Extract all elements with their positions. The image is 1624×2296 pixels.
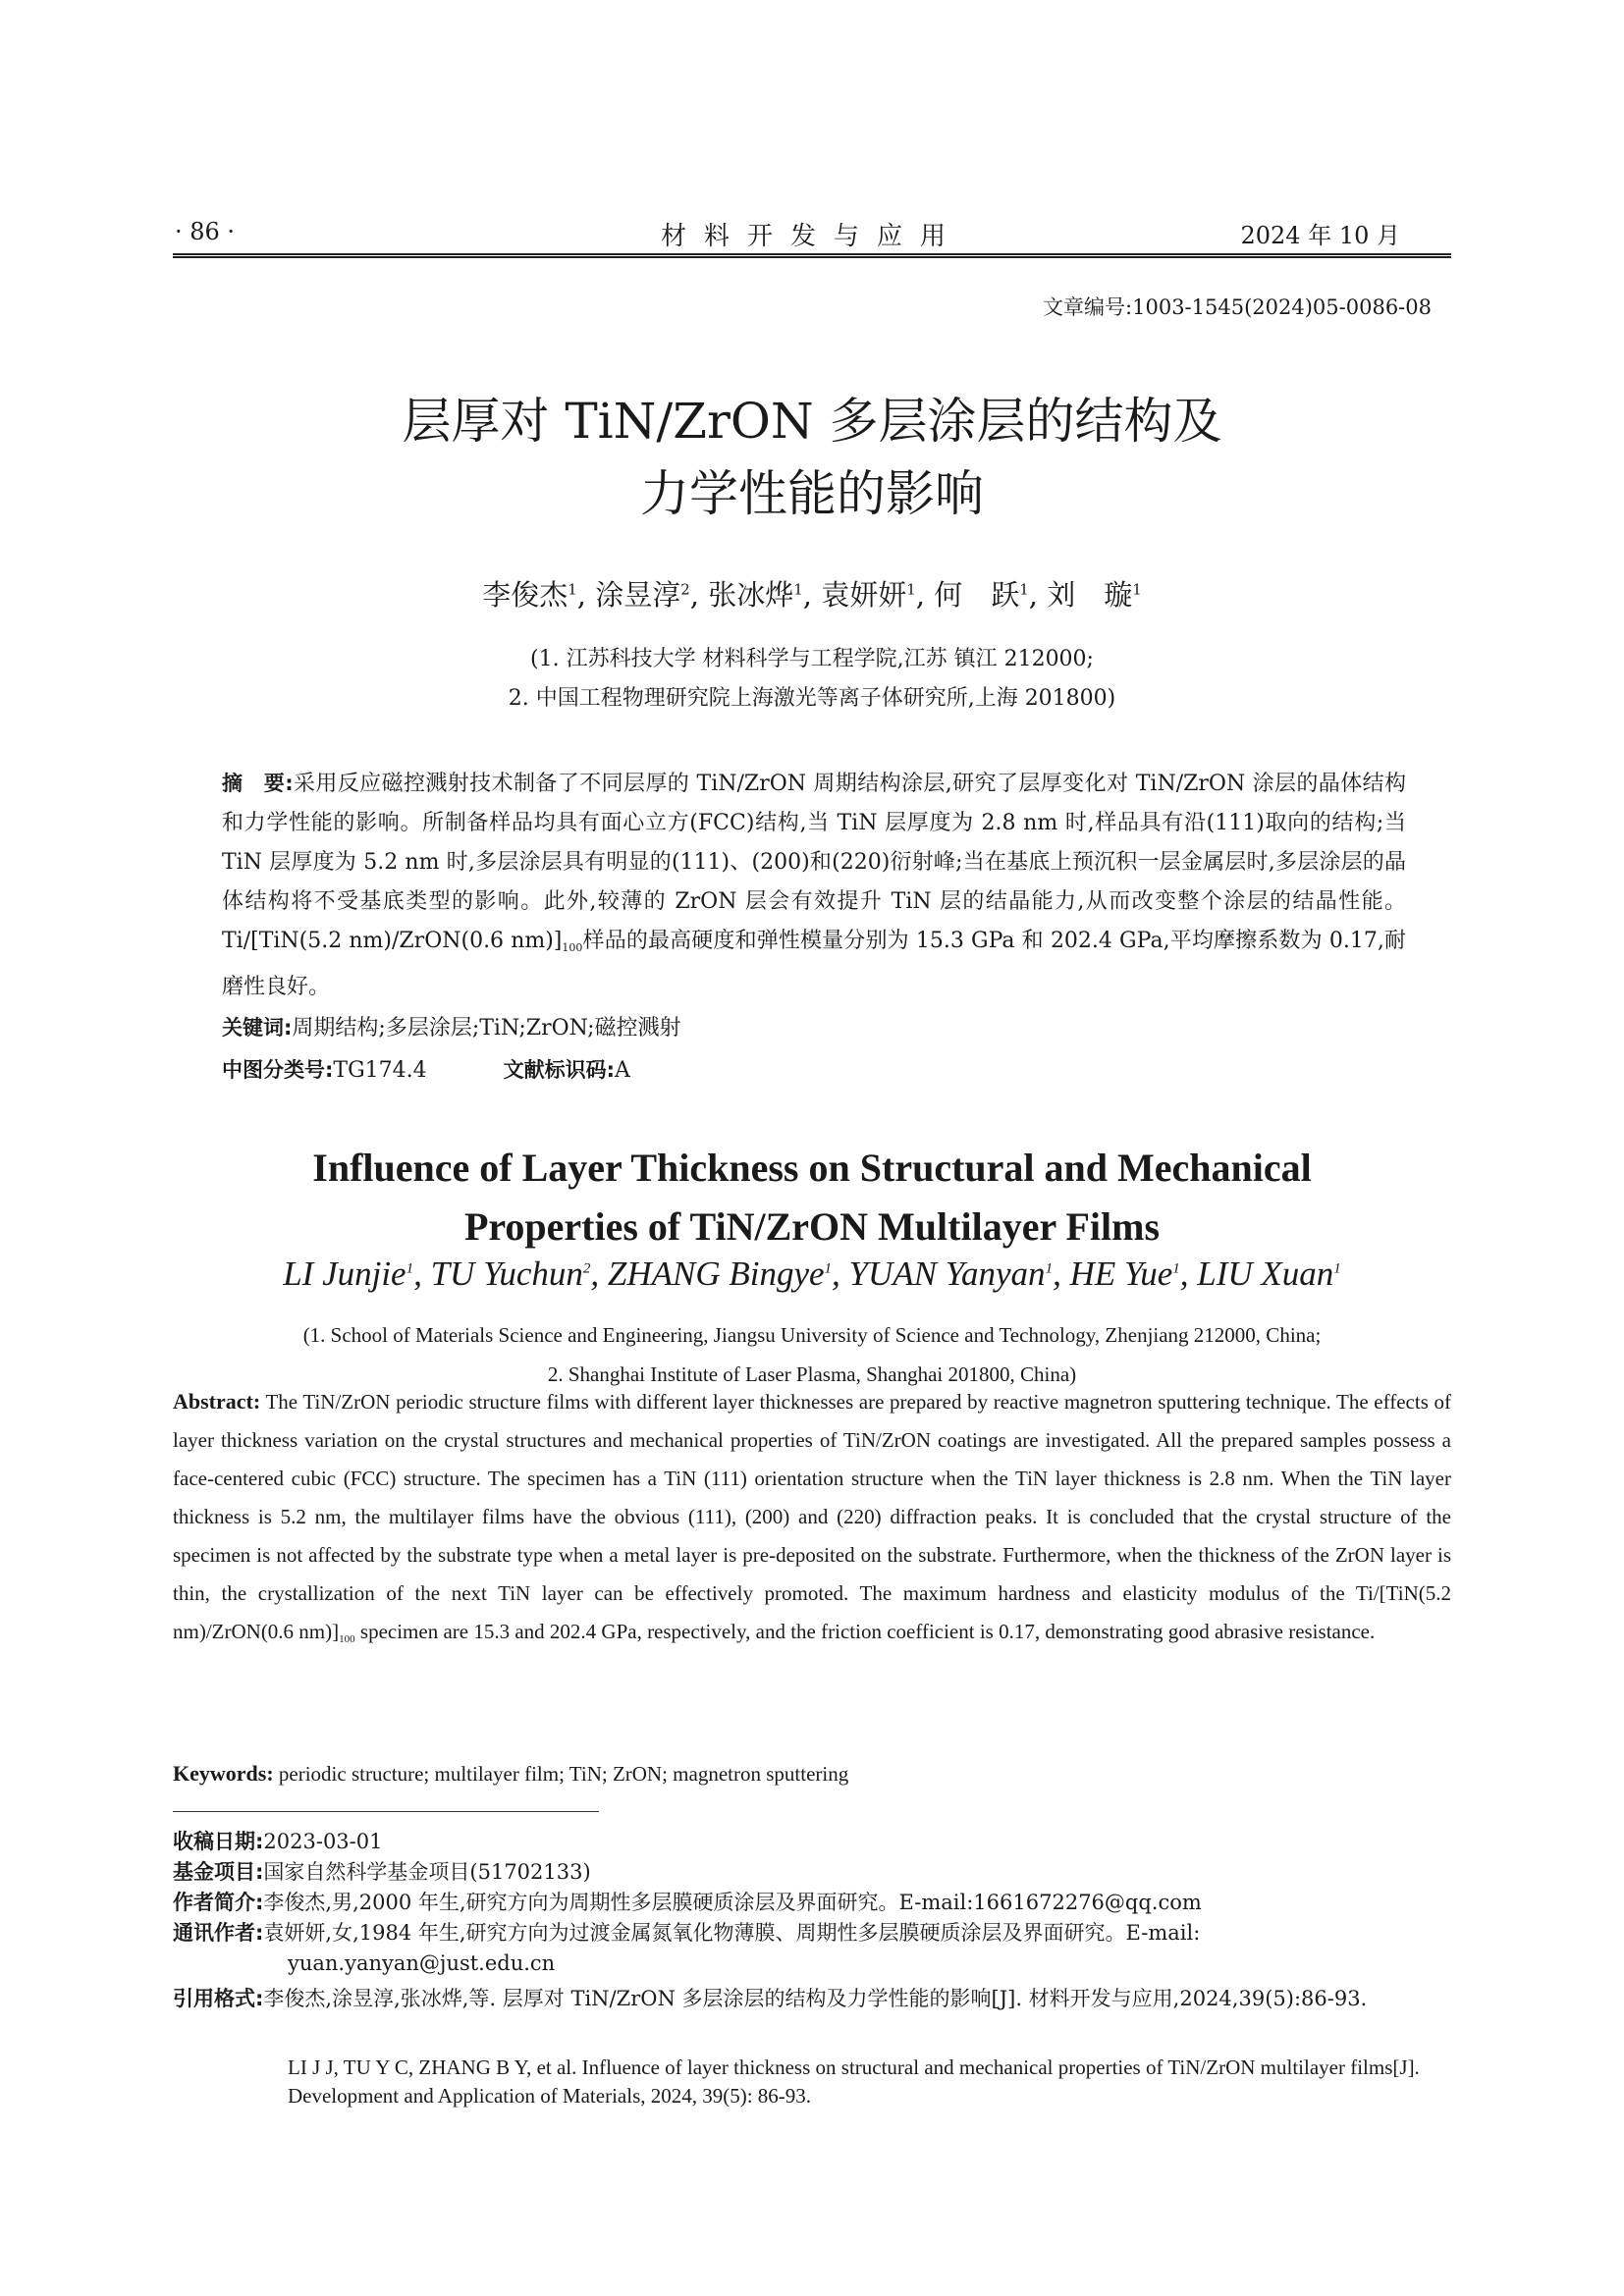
cn-abstract-text-1: 采用反应磁控溅射技术制备了不同层厚的 TiN/ZrON 周期结构涂层,研究了层厚变化对 TiN/ZrON 涂层的晶体结构和力学性能的影响。所制备样品均具有面心立方(FCC)结构,当 TiN 层厚度为 2.8 nm 时,样品具有沿(111)取向的结构;当 TiN 层厚度为 5.2 nm 时,多层涂层具有明显的(111)、(200)和(220)衍射峰;当在基底上预沉积一层金属层时,多层涂层的晶体结构将不受基底类型的影响。此外,较薄的 ZrON 层会有效提升 TiN 层的结晶能力,从而改变整个涂层的结晶性能。Ti/[TiN(5.2 nm)/ZrON(0.6 nm)] [222,772,1406,953]
issue-date: 2024 年 10 月 [1240,222,1400,249]
footnote-corresponding [173,1919,1451,1948]
en-keywords-text: periodic structure; multilayer film; TiN; ZrON; magnetron sputtering [278,1762,849,1786]
cn-title-line2: 力学性能的影响 [640,465,984,522]
cn-author-aff: 1 [568,580,577,599]
cn-title [0,385,1624,530]
cn-author-aff: 1 [906,580,916,599]
cn-abstract-text-2: 样品的最高硬度和弹性模量分别为 15.3 GPa 和 202.4 GPa,平均摩擦系数为 0.17,耐磨性良好。 [222,929,1406,999]
fund-label: 基金项目: [173,1860,264,1884]
en-author: LI Junjie [283,1255,406,1293]
cn-affiliations [0,640,1624,719]
doc-code-label: 文献标识码: [503,1058,616,1082]
cn-author-aff: 1 [1019,580,1029,599]
en-author: HE Yue [1069,1255,1173,1293]
en-keywords-label: Keywords: [173,1761,274,1786]
cn-keywords-text: 周期结构;多层涂层;TiN;ZrON;磁控溅射 [292,1016,681,1041]
en-title [0,1139,1624,1256]
clc-label: 中图分类号: [222,1058,334,1082]
citation-label: 引用格式: [173,1987,264,2010]
doc-code-value: A [615,1058,630,1083]
en-affiliation-1: (1. School of Materials Science and Engineering, Jiangsu University of Science and Technology, Zhenjiang 212000, China; [302,1323,1322,1347]
footnote-rule [173,1811,599,1812]
en-author-aff: 1 [1172,1260,1180,1277]
cn-author: 刘 璇 [1047,578,1133,612]
cn-title-line1: 层厚对 TiN/ZrON 多层涂层的结构及 [402,393,1222,450]
cn-author-aff: 2 [680,580,690,599]
cn-author: 涂昱淳 [595,578,681,612]
cn-classification [222,1054,630,1084]
en-title-line1: Influence of Layer Thickness on Structural and Mechanical [312,1146,1312,1190]
cn-author: 李俊杰 [482,578,568,612]
citation-cn: 李俊杰,涂昱淳,张冰烨,等. 层厚对 TiN/ZrON 多层涂层的结构及力学性能的影响[J]. 材料开发与应用,2024,39(5):86-93. [263,1987,1368,2010]
en-author: TU Yuchun [430,1255,583,1293]
corresponding-value: 袁妍妍,女,1984 年生,研究方向为过渡金属氮氧化物薄膜、周期性多层膜硬质涂层及界面研究。E-mail: [263,1921,1201,1945]
en-keywords [173,1761,848,1787]
en-affiliation-2: 2. Shanghai Institute of Laser Plasma, Shanghai 201800, China) [547,1362,1077,1386]
en-author: LIU Xuan [1197,1255,1334,1293]
fund-value: 国家自然科学基金项目(51702133) [263,1860,591,1884]
cn-author-aff: 1 [793,580,803,599]
cn-abstract [222,764,1406,1007]
citation-en: LI J J, TU Y C, ZHANG B Y, et al. Influence of layer thickness on structural and mechanical properties of TiN/ZrON multilayer films[J]. Development and Application of Materials, 2024, 39(5): 86-93. [288,2056,1420,2108]
en-author-aff: 1 [1333,1260,1341,1277]
en-abstract-label: Abstract: [173,1389,261,1414]
author-bio-value: 李俊杰,男,2000 年生,研究方向为周期性多层膜硬质涂层及界面研究。E-mail:1661672276@qq.com [263,1891,1202,1914]
en-title-line2: Properties of TiN/ZrON Multilayer Films [463,1204,1161,1249]
en-author: YUAN Yanyan [848,1255,1046,1293]
cn-keywords-label: 关键词: [222,1016,293,1040]
en-authors: LI Junjie$^1$, TU Yuchun$^2$, ZHANG Bingye$^1$, YUAN Yanyan$^1$, HE Yue$^1$, LIU Xuan$^1$ [283,1255,1341,1293]
en-author-aff: 2 [582,1260,591,1277]
cn-affiliation-2: 2. 中国工程物理研究院上海激光等离子体研究所,上海 201800) [508,686,1116,711]
received-label: 收稿日期: [173,1830,264,1853]
corresponding-label: 通讯作者: [173,1921,264,1945]
cn-abstract-subscript: 100 [562,941,583,954]
author-bio-label: 作者简介: [173,1891,264,1914]
footnote-author-bio [173,1889,1451,1917]
cn-author: 袁妍妍 [821,578,907,612]
received-value: 2023-03-01 [263,1830,383,1853]
footnote-citation [173,1985,1451,2013]
clc-value: TG174.4 [333,1058,427,1083]
cn-abstract-label: 摘 要: [222,772,294,795]
cn-author: 何 跃 [934,578,1020,612]
en-abstract-subscript: 100 [339,1633,355,1645]
cn-authors: 李俊杰$^1$, 涂昱淳$^2$, 张冰烨$^1$, 袁妍妍$^1$, 何 跃$^1$, 刘 璇$^1$ [482,578,1142,612]
footnote-received [173,1828,1451,1856]
en-abstract [173,1382,1451,1659]
article-number: 文章编号:1003-1545(2024)05-0086-08 [1043,295,1432,319]
corresponding-email: yuan.yanyan@just.edu.cn [288,1951,556,1975]
page-number: · 86 · [175,218,236,245]
cn-keywords [222,1011,681,1041]
en-author-aff: 1 [1045,1260,1054,1277]
en-author-aff: 1 [824,1260,833,1277]
cn-author: 张冰烨 [708,578,794,612]
footnote-fund [173,1858,1451,1887]
en-abstract-text-1: The TiN/ZrON periodic structure films with different layer thicknesses are prepared by reactive magnetron sputtering technique. The effects of layer thickness variation on the crystal structures and mechanical properties of TiN/ZrON coatings are investigated. All the prepared samples possess a face-centered cubic (FCC) structure. The specimen has a TiN (111) orientation structure when the TiN layer thickness is 2.8 nm. When the TiN layer thickness is 5.2 nm, the multilayer films have the obvious (111), (200) and (220) diffraction peaks. It is concluded that the crystal structure of the specimen is not affected by the substrate type when a metal layer is pre-deposited on the substrate. Furthermore, when the thickness of the ZrON layer is thin, the crystallization of the next TiN layer can be effectively promoted. The maximum hardness and elasticity modulus of the Ti/[TiN(5.2 nm)/ZrON(0.6 nm)] [173,1390,1451,1643]
en-author-aff: 1 [406,1260,414,1277]
en-author: ZHANG Bingye [607,1255,825,1293]
cn-author-aff: 1 [1132,580,1142,599]
cn-affiliation-1: (1. 江苏科技大学 材料科学与工程学院,江苏 镇江 212000; [530,647,1094,671]
header-rule [173,253,1451,258]
en-abstract-text-2: specimen are 15.3 and 202.4 GPa, respectively, and the friction coefficient is 0.17, demonstrating good abrasive resistance. [354,1620,1376,1643]
journal-name: 材料开发与应用 [660,222,963,251]
